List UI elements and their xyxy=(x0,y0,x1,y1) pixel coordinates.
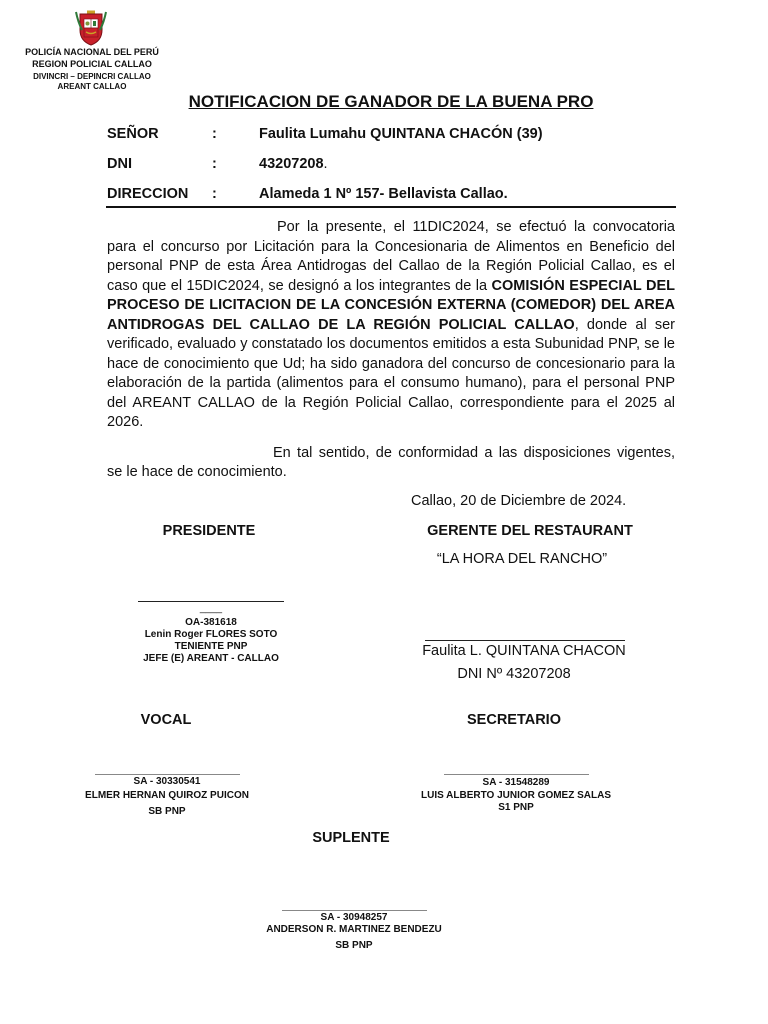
suplente-role: SUPLENTE xyxy=(312,830,390,846)
document-date: Callao, 20 de Diciembre de 2024. xyxy=(411,493,627,509)
presidente-post: JEFE (E) AREANT - CALLAO xyxy=(143,653,279,664)
vocal-rank: SB PNP xyxy=(148,806,186,817)
body-paragraph-1 xyxy=(107,218,675,433)
secretario-signature-line xyxy=(444,774,589,775)
suplente-name: ANDERSON R. MARTINEZ BENDEZU xyxy=(266,924,442,935)
vocal-name: ELMER HERNAN QUIROZ PUICON xyxy=(85,790,249,801)
direccion-colon: : xyxy=(212,186,217,202)
gerente-dni: DNI Nº 43207208 xyxy=(457,666,571,682)
dni-value: 43207208 xyxy=(259,156,324,172)
presidente-rank: TENIENTE PNP xyxy=(174,641,248,652)
header-line-3: DIVINCRI – DEPINCRI CALLAO xyxy=(33,72,151,81)
gerente-signature-line xyxy=(425,640,625,641)
direccion-label: DIRECCION xyxy=(107,186,189,202)
secretario-name: LUIS ALBERTO JUNIOR GOMEZ SALAS xyxy=(420,790,611,801)
body-paragraph-2 xyxy=(107,444,675,482)
senor-value: Faulita Lumahu QUINTANA CHACÓN (39) xyxy=(259,126,543,142)
gerente-business-name: “LA HORA DEL RANCHO” xyxy=(436,551,608,567)
header-divider xyxy=(106,206,676,208)
suplente-code: SA - 30948257 xyxy=(320,912,388,923)
presidente-signature-line xyxy=(138,601,284,602)
dni-suffix: . xyxy=(323,156,328,172)
presidente-line-tail: ____ xyxy=(199,603,223,614)
national-crest-icon xyxy=(74,10,108,46)
body-p1-part-c: , donde al ser verificado, evaluado y constatado los documentos emitidos a esta Subunidad PNP, se le hace de conocimiento que Ud; ha sido ganadora del concurso de concesionario para la elaboración de la partida (alimentos para el consumo humano), para el personal PNP del AREANT CALLAO de la Región Policial Callao, correspondiente para el 2025 al 2026. xyxy=(107,316,675,430)
body-p2-text: En tal sentido, de conformidad a las disposiciones vigentes, se le hace de conocimiento. xyxy=(107,445,675,480)
secretario-role: SECRETARIO xyxy=(467,712,561,728)
gerente-role: GERENTE DEL RESTAURANT xyxy=(427,523,633,539)
header-line-2: REGION POLICIAL CALLAO xyxy=(32,59,152,69)
vocal-code: SA - 30330541 xyxy=(133,776,201,787)
presidente-role: PRESIDENTE xyxy=(162,523,256,539)
secretario-code: SA - 31548289 xyxy=(482,777,550,788)
senor-label: SEÑOR xyxy=(107,126,159,142)
presidente-code: OA-381618 xyxy=(185,617,237,628)
suplente-rank: SB PNP xyxy=(335,940,373,951)
header-line-4: AREANT CALLAO xyxy=(57,82,127,91)
document-title: NOTIFICACION DE GANADOR DE LA BUENA PRO xyxy=(188,92,594,111)
body-p1-part-a: Por la presente, el 11DIC2024, se efectuó la convocatoria para el concurso por Licitación para la Concesionaria de Alimentos en Beneficio del personal PNP de esta Área Antidrogas del Callao de la Región Policial Callao, es el caso que el 15DIC2024, se designó a los integrantes de la xyxy=(107,219,675,294)
suplente-signature-line xyxy=(282,910,427,911)
presidente-name: Lenin Roger FLORES SOTO xyxy=(144,629,278,640)
body-p1-commission: COMISIÓN ESPECIAL DEL PROCESO DE LICITACION DE LA CONCESIÓN EXTERNA (COMEDOR) DEL AREA ANTIDROGAS DEL CALLAO DE LA REGIÓN POLICIAL CALLAO xyxy=(107,277,675,333)
vocal-signature-line xyxy=(95,774,240,775)
dni-label: DNI xyxy=(107,156,132,172)
header-line-1: POLICÍA NACIONAL DEL PERÚ xyxy=(25,47,159,57)
secretario-rank: S1 PNP xyxy=(498,802,534,813)
direccion-value: Alameda 1 Nº 157- Bellavista Callao. xyxy=(259,186,508,202)
gerente-name: Faulita L. QUINTANA CHACON xyxy=(422,643,626,659)
senor-colon: : xyxy=(212,126,217,142)
dni-value-group xyxy=(259,156,328,172)
vocal-role: VOCAL xyxy=(140,712,192,728)
dni-colon: : xyxy=(212,156,217,172)
